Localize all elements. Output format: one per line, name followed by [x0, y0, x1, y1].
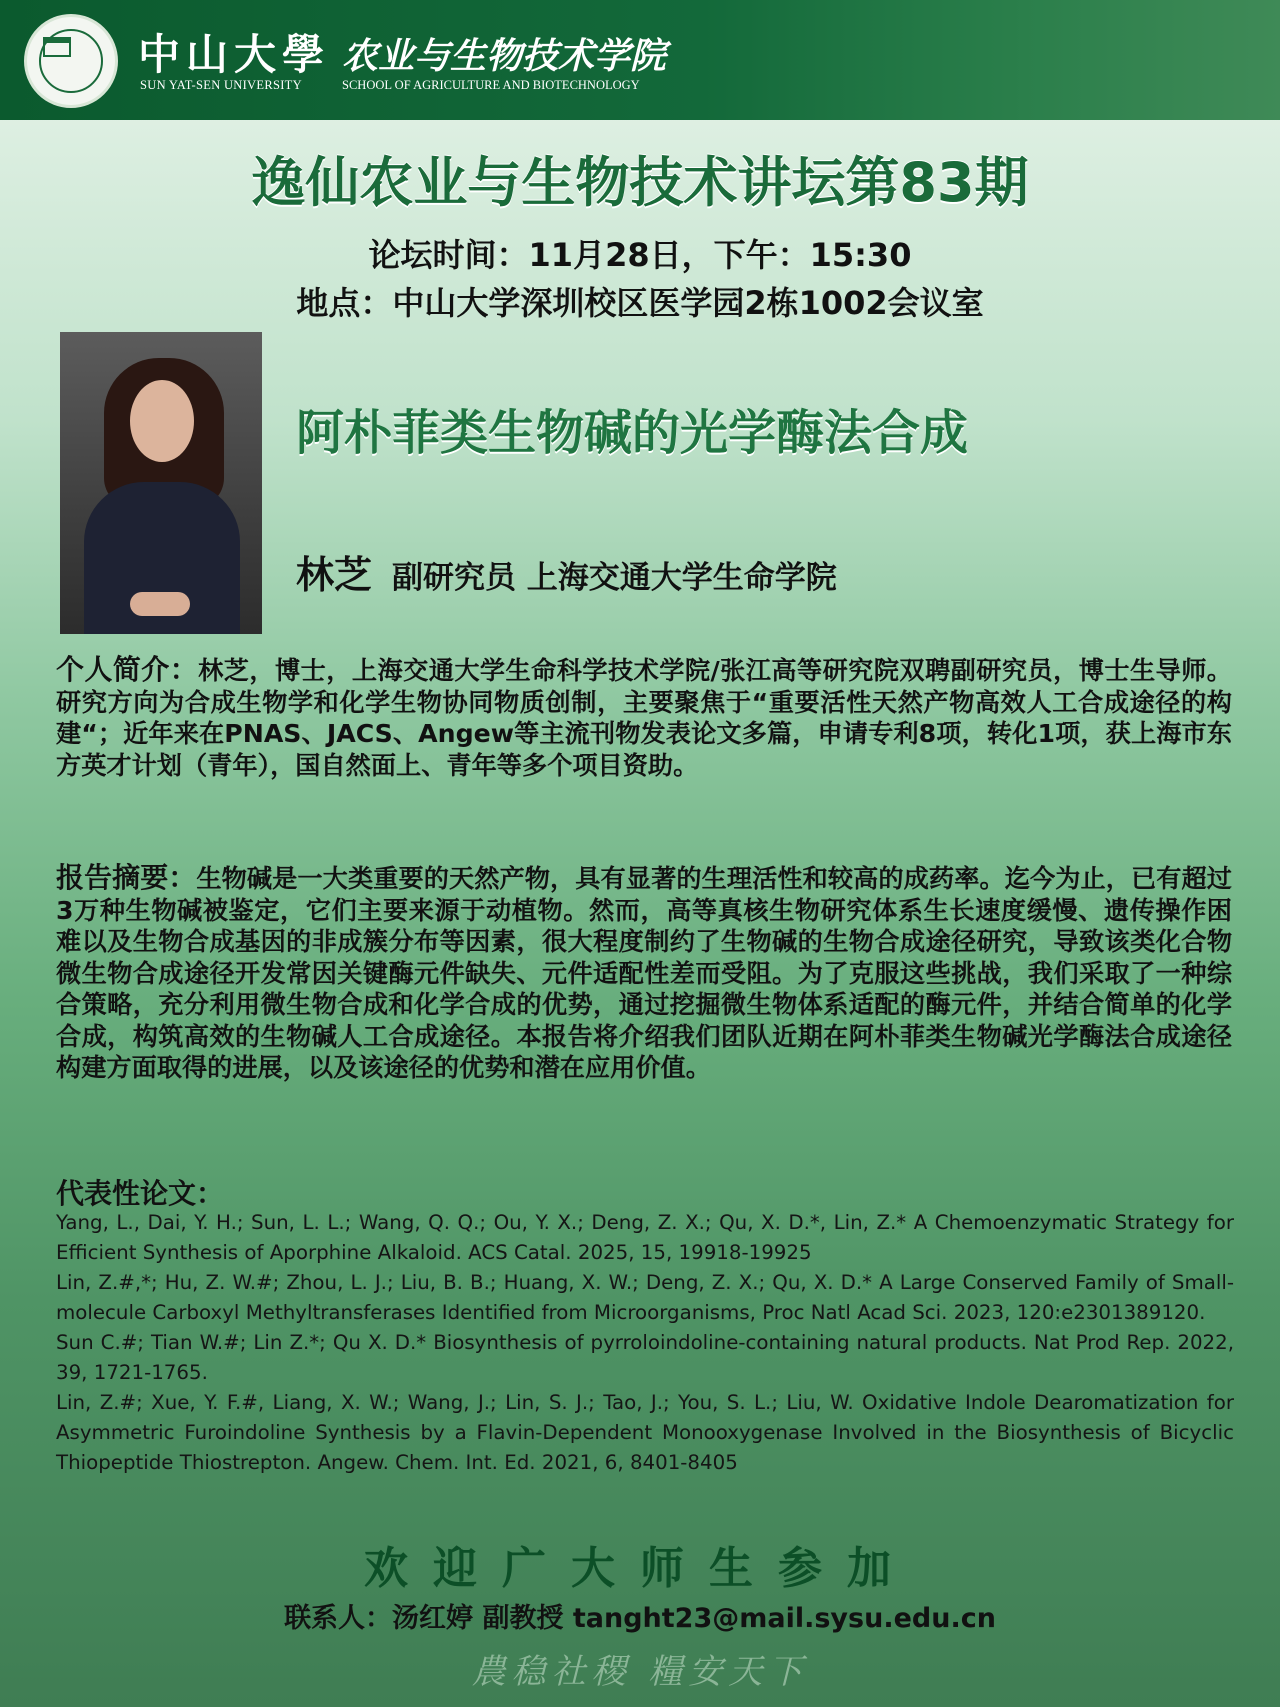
- abstract-section: [56, 862, 1232, 1084]
- paper-item: Yang, L., Dai, Y. H.; Sun, L. L.; Wang, Q. Q.; Ou, Y. X.; Deng, Z. X.; Qu, X. D.*, Lin, Z.* A Chemoenzymatic Strategy for Efficient Synthesis of Aporphine Alkaloid. ACS Catal. 2025, 15, 19918-19925: [56, 1211, 1234, 1264]
- motto-watermark: 農稳社稷 糧安天下: [471, 1652, 809, 1692]
- speaker-photo: [60, 332, 262, 634]
- talk-title: 阿朴菲类生物碱的光学酶法合成: [296, 405, 969, 461]
- bio-label: 个人简介：: [56, 653, 199, 686]
- bio-text: 林芝，博士，上海交通大学生命科学技术学院/张江高等研究院双聘副研究员，博士生导师。研究方向为合成生物学和化学生物协同物质创制，主要聚焦于“重要活性天然产物高效人工合成途径的构建“；近年来在PNAS、JACS、Angew等主流刊物发表论文多篇，申请专利8项，转化1项，获上海市东方英才计划（青年），国自然面上、青年等多个项目资助。: [56, 656, 1232, 780]
- speaker-title: 副研究员 上海交通大学生命学院: [392, 560, 837, 596]
- school-name-en: SCHOOL OF AGRICULTURE AND BIOTECHNOLOGY: [342, 78, 640, 92]
- welcome-banner: 欢迎广大师生参加: [364, 1543, 916, 1594]
- abstract-label: 报告摘要：: [56, 861, 197, 894]
- paper-item: Lin, Z.#; Xue, Y. F.#, Liang, X. W.; Wang, J.; Lin, S. J.; Tao, J.; You, S. L.; Liu, W. Oxidative Indole Dearomatization for Asymmetric Furoindoline Synthesis by a Flavin-Dependent Monooxygenase Involved in the Biosynthesis of Bicyclic Thiopeptide Thiostrepton. Angew. Chem. Int. Ed. 2021, 6, 8401-8405: [56, 1391, 1234, 1474]
- bio-section: [56, 654, 1232, 781]
- header-banner: [0, 0, 1280, 120]
- university-name-cn: 中山大學: [138, 30, 331, 79]
- paper-item: Sun C.#; Tian W.#; Lin Z.*; Qu X. D.* Biosynthesis of pyrroloindoline-containing natural products. Nat Prod Rep. 2022, 39, 1721-1765.: [56, 1331, 1234, 1384]
- forum-title: 逸仙农业与生物技术讲坛第83期: [251, 151, 1029, 214]
- photo-hands: [130, 592, 190, 616]
- university-name-en: SUN YAT-SEN UNIVERSITY: [140, 78, 302, 92]
- abstract-text: 生物碱是一大类重要的天然产物，具有显著的生理活性和较高的成药率。迄今为止，已有超过3万种生物碱被鉴定，它们主要来源于动植物。然而，高等真核生物研究体系生长速度缓慢、遗传操作困难以及生物合成基因的非成簇分布等因素，很大程度制约了生物碱的生物合成途径研究，导致该类化合物微生物合成途径开发常因关键酶元件缺失、元件适配性差而受阻。为了克服这些挑战，我们采取了一种综合策略，充分利用微生物合成和化学合成的优势，通过挖掘微生物体系适配的酶元件，并结合简单的化学合成，构筑高效的生物碱人工合成途径。本报告将介绍我们团队近期在阿朴菲类生物碱光学酶法合成途径构建方面取得的进展，以及该途径的优势和潜在应用价值。: [56, 864, 1232, 1082]
- paper-item: Lin, Z.#,*; Hu, Z. W.#; Zhou, L. J.; Liu, B. B.; Huang, X. W.; Deng, Z. X.; Qu, X. D.* A Large Conserved Family of Small-molecule Carboxyl Methyltransferases Identified from Microorganisms, Proc Natl Acad Sci. 2023, 120:e2301389120.: [56, 1271, 1234, 1324]
- forum-location: 地点：中山大学深圳校区医学园2栋1002会议室: [296, 284, 984, 322]
- school-name-cn: 农业与生物技术学院: [342, 35, 667, 77]
- speaker-name: 林芝: [296, 553, 373, 597]
- speaker-line: [296, 544, 837, 599]
- papers-list: [56, 1208, 1234, 1478]
- logo-building-icon: [43, 37, 71, 57]
- photo-face: [130, 380, 194, 462]
- forum-time: 论坛时间：11月28日，下午：15:30: [368, 236, 912, 274]
- university-logo: [24, 14, 118, 108]
- contact-line: 联系人：汤红婷 副教授 tanght23@mail.sysu.edu.cn: [284, 1603, 996, 1634]
- papers-heading: 代表性论文：: [56, 1177, 225, 1210]
